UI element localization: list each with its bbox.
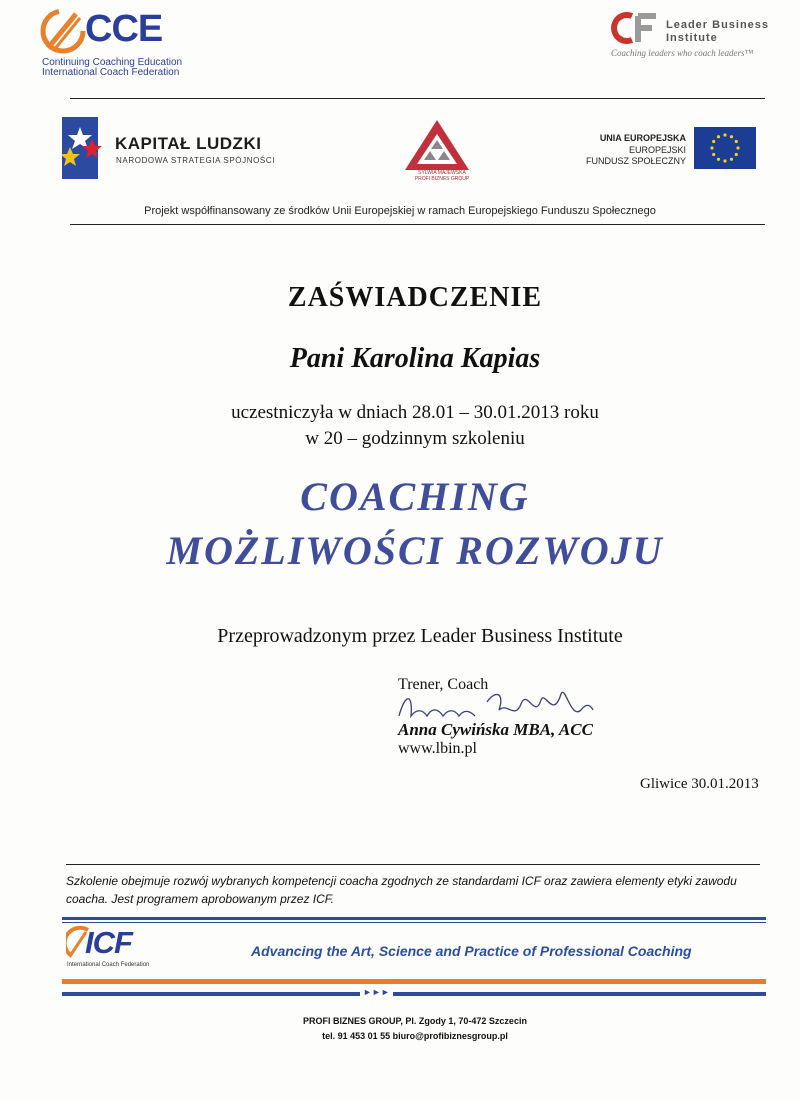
footer-address: PROFI BIZNES GROUP, Pl. Zgody 1, 70-472 Szczecin — [303, 1016, 527, 1026]
orange-stripe — [62, 979, 766, 984]
stripe-arrows-icon: ►►► — [360, 987, 393, 997]
eu-title: UNIA EUROPEJSKA — [599, 133, 686, 143]
icf-note: Szkolenie obejmuje rozwój wybranych kompetencji coacha zgodnych ze standardami ICF oraz zawiera elementy etyki zawodu coacha. Jest programem aprobowanym przez ICF. — [66, 874, 737, 906]
conducted-by: Przeprowadzonym przez Leader Business Institute — [217, 625, 623, 647]
cce-line-2: International Coach Federation — [42, 67, 180, 78]
project-cofinancing-note: Projekt współfinansowany ze środków Unii Europejskiej w ramach Europejskiego Funduszu Społecznego — [144, 205, 656, 217]
kapital-ludzki-title: KAPITAŁ LUDZKI — [115, 134, 262, 153]
recipient-name: Pani Karolina Kapias — [289, 343, 541, 374]
trainer-role: Trener, Coach — [398, 676, 489, 693]
lbi-tagline: Coaching leaders who coach leaders™ — [611, 48, 754, 58]
attendance-line-1: uczestniczyła w dniach 28.01 – 30.01.2013 roku — [231, 402, 599, 423]
footer-contact: tel. 91 453 01 55 biuro@profibiznesgroup.pl — [322, 1031, 508, 1041]
icf-subtitle: International Coach Federation — [67, 962, 150, 968]
profi-biznes-logo-line-1: SYLWIA MAJEWSKA — [418, 170, 466, 176]
certificate-title: ZAŚWIADCZENIE — [287, 282, 543, 313]
website: www.lbin.pl — [398, 740, 477, 757]
lbi-name-line-2: Institute — [666, 32, 718, 44]
eu-flag-icon — [694, 127, 756, 169]
icf-slogan: Advancing the Art, Science and Practice of Professional Coaching — [251, 943, 692, 959]
profi-biznes-triangle-icon — [403, 118, 471, 172]
place-date: Gliwice 30.01.2013 — [640, 776, 759, 792]
icf-wordmark: ICF — [85, 925, 132, 960]
footer-divider — [66, 864, 760, 865]
lbi-logo-icon — [610, 12, 660, 44]
cce-swoosh-icon — [40, 8, 86, 54]
blue-stripe-top-thin — [62, 922, 766, 923]
eu-line-2: EUROPEJSKI — [628, 145, 686, 155]
trainer-name: Anna Cywińska MBA, ACC — [398, 720, 593, 739]
kapital-ludzki-subtitle: NARODOWA STRATEGIA SPÓJNOŚCI — [116, 156, 276, 165]
blue-stripe-top — [62, 917, 766, 920]
header-divider — [70, 98, 765, 99]
blue-stripe-bottom — [62, 992, 766, 996]
attendance-line-2: w 20 – godzinnym szkoleniu — [305, 428, 525, 449]
lbi-name-line-1: Leader Business — [666, 19, 770, 31]
cce-line-1: Continuing Coaching Education — [42, 57, 183, 68]
course-title-line-2: MOŻLIWOŚCI ROZWOJU — [166, 528, 664, 573]
eu-line-3: FUNDUSZ SPOŁECZNY — [585, 156, 686, 166]
funding-divider — [70, 224, 765, 225]
profi-biznes-logo-line-2: PROFI BIZNES GROUP — [414, 176, 470, 182]
course-title-line-1: COACHING — [300, 474, 530, 519]
cce-wordmark: CCE — [85, 8, 163, 50]
profi-biznes-logo-text — [403, 170, 481, 182]
kapital-ludzki-logo-icon — [62, 117, 102, 179]
